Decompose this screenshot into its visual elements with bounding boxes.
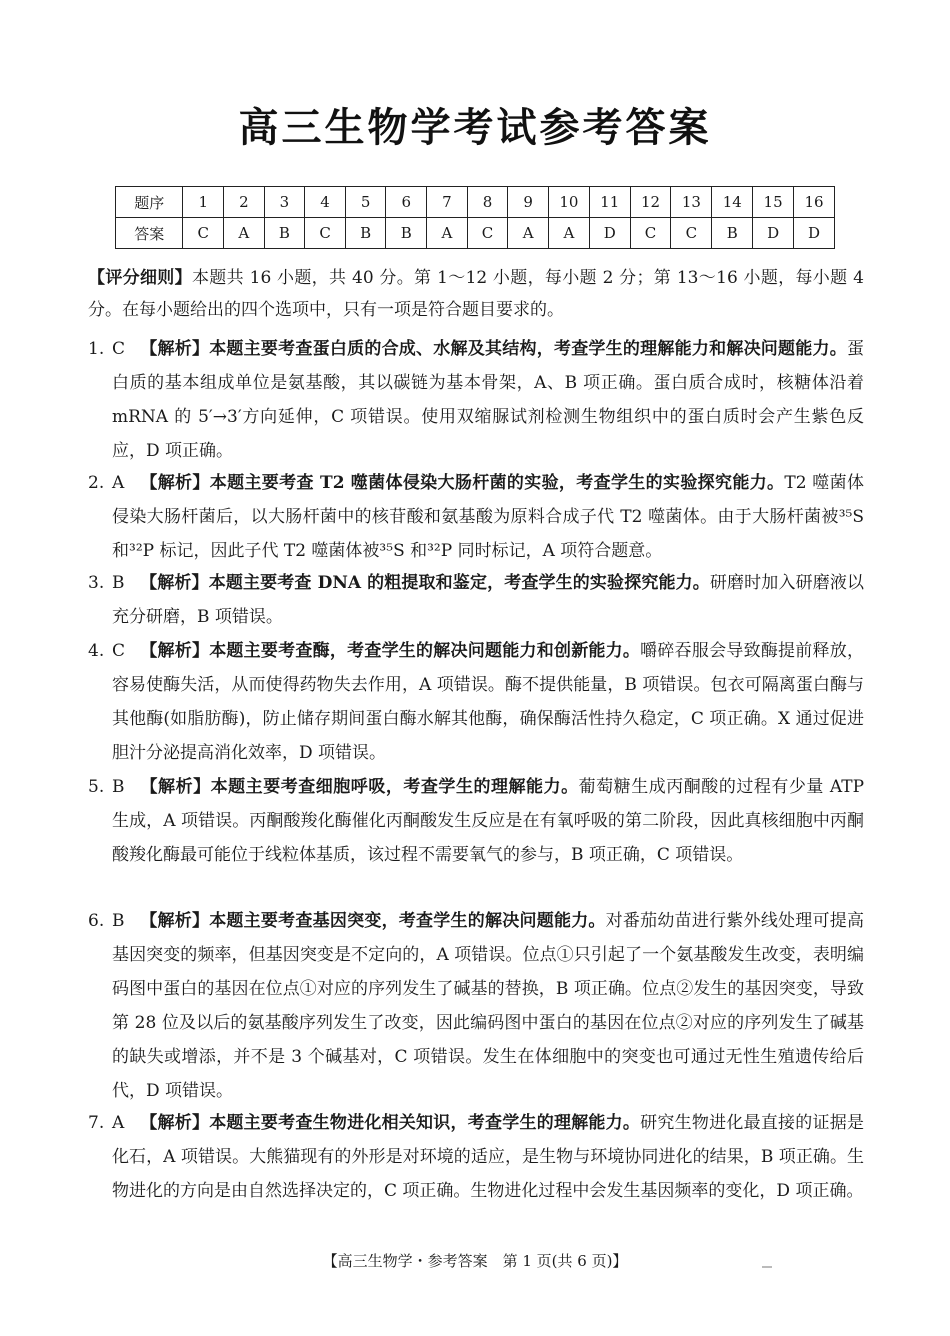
question-number: 14: [712, 187, 753, 218]
answer-cell: C: [305, 218, 346, 249]
answer-cell: D: [794, 218, 835, 249]
explanation-item: [88, 634, 864, 770]
explanation-item: [88, 904, 864, 1108]
scoring-rules: [88, 262, 864, 326]
item-text: 葡萄糖生成丙酮酸的过程有少量 ATP 生成，A 项错误。丙酮酸羧化酶催化丙酮酸发生反应是在有氧呼吸的第二阶段，因此真核细胞中丙酮酸羧化酶最可能位于线粒体基质，该过程不需要氧气的参与，B 项正确，C 项错误。: [112, 777, 865, 865]
item-summary: 【解析】本题主要考查蛋白质的合成、水解及其结构，考查学生的理解能力和解决问题能力。: [140, 339, 847, 359]
number-row-header: 题序: [116, 187, 183, 218]
item-number: 4.: [88, 641, 105, 661]
question-number: 8: [467, 187, 508, 218]
question-number: 4: [305, 187, 346, 218]
item-answer: C: [112, 641, 126, 661]
answer-cell: C: [671, 218, 712, 249]
explanation-item: [88, 1106, 864, 1208]
page-title: 高三生物学考试参考答案: [238, 105, 712, 151]
scan-speck: [762, 1266, 772, 1268]
answer-cell: B: [386, 218, 427, 249]
item-text: 研磨时加入研磨液以充分研磨，B 项错误。: [112, 573, 865, 627]
explanation-item: [88, 770, 864, 872]
question-number: 7: [427, 187, 468, 218]
question-number: 3: [264, 187, 305, 218]
item-summary: 【解析】本题主要考查细胞呼吸，考查学生的理解能力。: [140, 777, 579, 797]
item-text: 蛋白质的基本组成单位是氨基酸，其以碳链为基本骨架，A、B 项正确。蛋白质合成时，核糖体沿着 mRNA 的 5′→3′方向延伸，C 项错误。使用双缩脲试剂检测生物组织中的蛋白质时会产生紫色反应，D 项正确。: [112, 339, 864, 461]
answer-cell: A: [427, 218, 468, 249]
answer-cell: C: [630, 218, 671, 249]
item-number: 2.: [88, 473, 105, 493]
scoring-rules-text: 本题共 16 小题，共 40 分。第 1～12 小题，每小题 2 分；第 13～16 小题，每小题 4 分。在每小题给出的四个选项中，只有一项是符合题目要求的。: [88, 268, 864, 320]
question-number: 12: [630, 187, 671, 218]
item-summary: 【解析】本题主要考查酶，考查学生的解决问题能力和创新能力。: [140, 641, 641, 661]
answer-cell: C: [183, 218, 224, 249]
item-summary: 【解析】本题主要考查基因突变，考查学生的解决问题能力。: [140, 911, 606, 931]
item-answer: B: [112, 911, 125, 931]
answer-cell: A: [224, 218, 265, 249]
item-text: T2 噬菌体侵染大肠杆菌后，以大肠杆菌中的核苷酸和氨基酸为原料合成子代 T2 噬菌体。由于大肠杆菌被³⁵S 和³²P 标记，因此子代 T2 噬菌体被³⁵S 和³²P 同时标记，A 项符合题意。: [112, 473, 864, 561]
item-number: 7.: [88, 1113, 105, 1133]
answer-cell: A: [548, 218, 589, 249]
item-text: 嚼碎吞服会导致酶提前释放，容易使酶失活，从而使得药物失去作用，A 项错误。酶不提供能量，B 项错误。包衣可隔离蛋白酶与其他酶(如脂肪酶)，防止储存期间蛋白酶水解其他酶，确保酶活性持久稳定，C 项正确。X 通过促进胆汁分泌提高消化效率，D 项错误。: [112, 641, 865, 763]
answer-cell: C: [467, 218, 508, 249]
question-number: 9: [508, 187, 549, 218]
scoring-rules-label: 【评分细则】: [88, 268, 192, 288]
question-number: 11: [589, 187, 630, 218]
item-answer: B: [112, 573, 125, 593]
item-answer: C: [112, 339, 126, 359]
item-text: 对番茄幼苗进行紫外线处理可提高基因突变的频率，但基因突变是不定向的，A 项错误。位点①只引起了一个氨基酸发生改变，表明编码图中蛋白的基因在位点①对应的序列发生了碱基的替换，B 项正确。位点②发生的基因突变，导致第 28 位及以后的氨基酸序列发生了改变，因此编码图中蛋白的基因在位点②对应的序列发生了碱基的缺失或增添，并不是 3 个碱基对，C 项错误。发生在体细胞中的突变也可通过无性生殖遗传给后代，D 项错误。: [112, 911, 865, 1101]
question-number: 10: [548, 187, 589, 218]
item-text: 研究生物进化最直接的证据是化石，A 项错误。大熊猫现有的外形是对环境的适应，是生物与环境协同进化的结果，B 项正确。生物进化的方向是由自然选择决定的，C 项正确。生物进化过程中会发生基因频率的变化，D 项正确。: [112, 1113, 865, 1201]
item-number: 3.: [88, 573, 105, 593]
item-number: 5.: [88, 777, 105, 797]
answer-table-number-row: [116, 187, 835, 218]
answer-cell: D: [753, 218, 794, 249]
explanation-item: [88, 566, 864, 634]
answer-cell: B: [264, 218, 305, 249]
answer-cell: A: [508, 218, 549, 249]
question-number: 1: [183, 187, 224, 218]
answer-row-header: 答案: [116, 218, 183, 249]
answer-cell: D: [589, 218, 630, 249]
answer-table-answer-row: [116, 218, 835, 249]
question-number: 16: [794, 187, 835, 218]
question-number: 2: [224, 187, 265, 218]
question-number: 5: [345, 187, 386, 218]
explanation-item: [88, 332, 864, 468]
item-summary: 【解析】本题主要考查 T2 噬菌体侵染大肠杆菌的实验，考查学生的实验探究能力。: [140, 473, 785, 493]
explanation-item: [88, 466, 864, 568]
question-number: 15: [753, 187, 794, 218]
item-summary: 【解析】本题主要考查生物进化相关知识，考查学生的理解能力。: [140, 1113, 641, 1133]
answer-table: [115, 186, 835, 249]
item-number: 1.: [88, 339, 105, 359]
item-summary: 【解析】本题主要考查 DNA 的粗提取和鉴定，考查学生的实验探究能力。: [140, 573, 710, 593]
page-footer: 【高三生物学・参考答案 第 1 页(共 6 页)】: [322, 1252, 628, 1270]
answer-cell: B: [712, 218, 753, 249]
answer-cell: B: [345, 218, 386, 249]
question-number: 13: [671, 187, 712, 218]
item-answer: A: [112, 473, 125, 493]
item-number: 6.: [88, 911, 105, 931]
question-number: 6: [386, 187, 427, 218]
item-answer: A: [112, 1113, 125, 1133]
item-answer: B: [112, 777, 125, 797]
